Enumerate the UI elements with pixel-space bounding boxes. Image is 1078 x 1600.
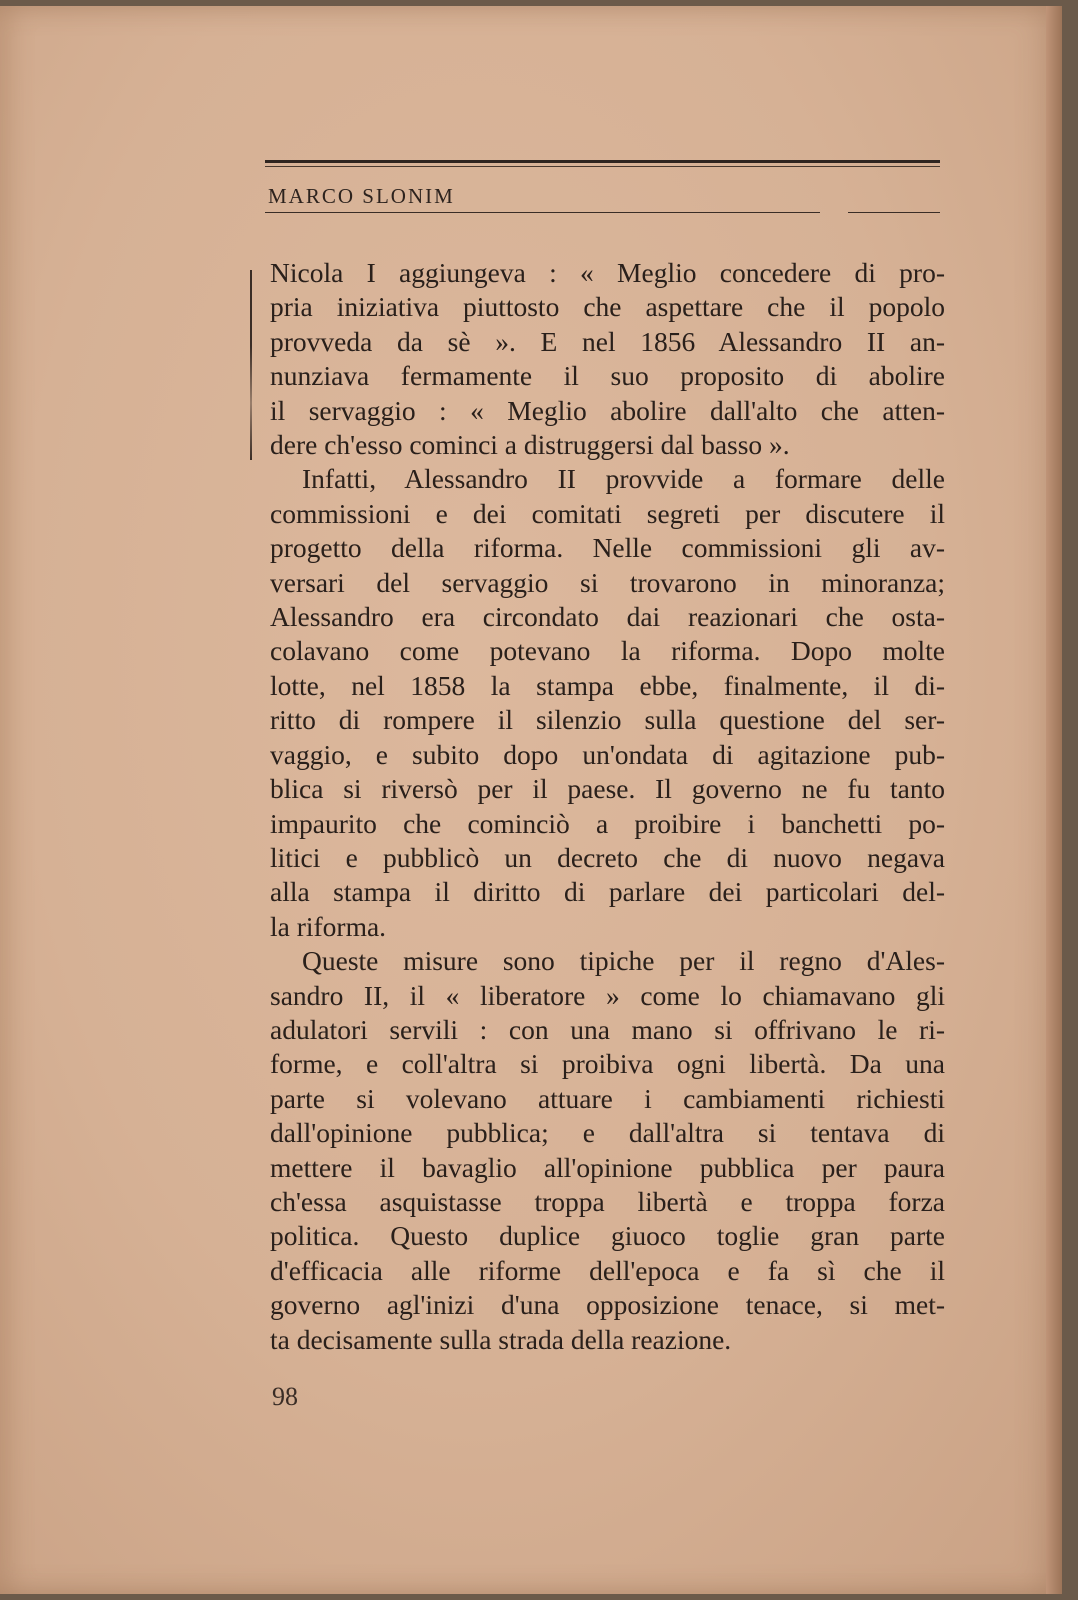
text-line: litici e pubblicò un decreto che di nuovo negava	[270, 841, 945, 873]
running-head: MARCO SLONIM	[268, 184, 455, 208]
text-line: progetto della riforma. Nelle commissioni gli av-	[270, 532, 945, 564]
text-line: ritto di rompere il silenzio sulla questione del ser-	[270, 704, 945, 736]
text-line: Infatti, Alessandro II provvide a formare delle	[302, 463, 945, 495]
text-line: impaurito che cominciò a proibire i banchetti po-	[270, 807, 945, 839]
header-underline-right	[848, 212, 940, 213]
header-underline	[265, 212, 820, 213]
text-line: dall'opinione pubblica; e dall'altra si tentava di	[270, 1117, 945, 1149]
text-line: Nicola I aggiungeva : « Meglio concedere di pro-	[270, 257, 945, 288]
page-number: 98	[272, 1382, 298, 1411]
header-rule-thin	[265, 166, 940, 167]
paragraph	[270, 944, 945, 1357]
text-line: blica si riversò per il paese. Il governo ne fu tanto	[270, 773, 945, 805]
text-line: parte si volevano attuare i cambiamenti richiesti	[270, 1082, 945, 1114]
text-line: commissioni e dei comitati segreti per discutere il	[270, 497, 945, 529]
margin-mark	[250, 270, 252, 460]
text-line: provveda da sè ». E nel 1856 Alessandro II an-	[270, 325, 945, 357]
text-line: lotte, nel 1858 la stampa ebbe, finalmente, il di-	[270, 669, 945, 701]
text-line: vaggio, e subito dopo un'ondata di agitazione pub-	[270, 738, 945, 770]
text-line: la riforma.	[270, 910, 387, 942]
text-line: colavano come potevano la riforma. Dopo molte	[270, 635, 945, 667]
text-line: Alessandro era circondato dai reazionari che osta-	[270, 601, 945, 633]
text-line: sandro II, il « liberatore » come lo chiamavano gli	[270, 979, 945, 1011]
text-line: adulatori servili : con una mano si offrivano le ri-	[270, 1013, 945, 1045]
text-line: alla stampa il diritto di parlare dei particolari del-	[270, 876, 945, 908]
text-line: ch'essa asquistasse troppa libertà e troppa forza	[270, 1185, 945, 1217]
text-line: versari del servaggio si trovarono in minoranza;	[270, 566, 945, 598]
text-line: nunziava fermamente il suo proposito di abolire	[270, 360, 945, 392]
text-line: dere ch'esso cominci a distruggersi dal basso ».	[270, 429, 790, 461]
paragraph	[270, 462, 945, 944]
text-line: ta decisamente sulla strada della reazione.	[270, 1323, 732, 1355]
text-line: governo agl'inizi d'una opposizione tenace, si met-	[270, 1289, 945, 1321]
paragraph	[270, 256, 945, 462]
text-line: il servaggio : « Meglio abolire dall'alto che atten-	[270, 394, 945, 426]
text-line: mettere il bavaglio all'opinione pubblica per paura	[270, 1151, 945, 1183]
page-edge	[1046, 6, 1062, 1594]
text-line: Queste misure sono tipiche per il regno d'Ales-	[302, 945, 945, 977]
text-line: politica. Questo duplice giuoco toglie gran parte	[270, 1220, 945, 1252]
body-text	[270, 256, 945, 1357]
header-rule	[265, 160, 940, 163]
text-line: forme, e coll'altra si proibiva ogni libertà. Da una	[270, 1048, 945, 1080]
text-line: d'efficacia alle riforme dell'epoca e fa sì che il	[270, 1254, 945, 1286]
text-line: pria iniziativa piuttosto che aspettare che il popolo	[270, 291, 945, 323]
